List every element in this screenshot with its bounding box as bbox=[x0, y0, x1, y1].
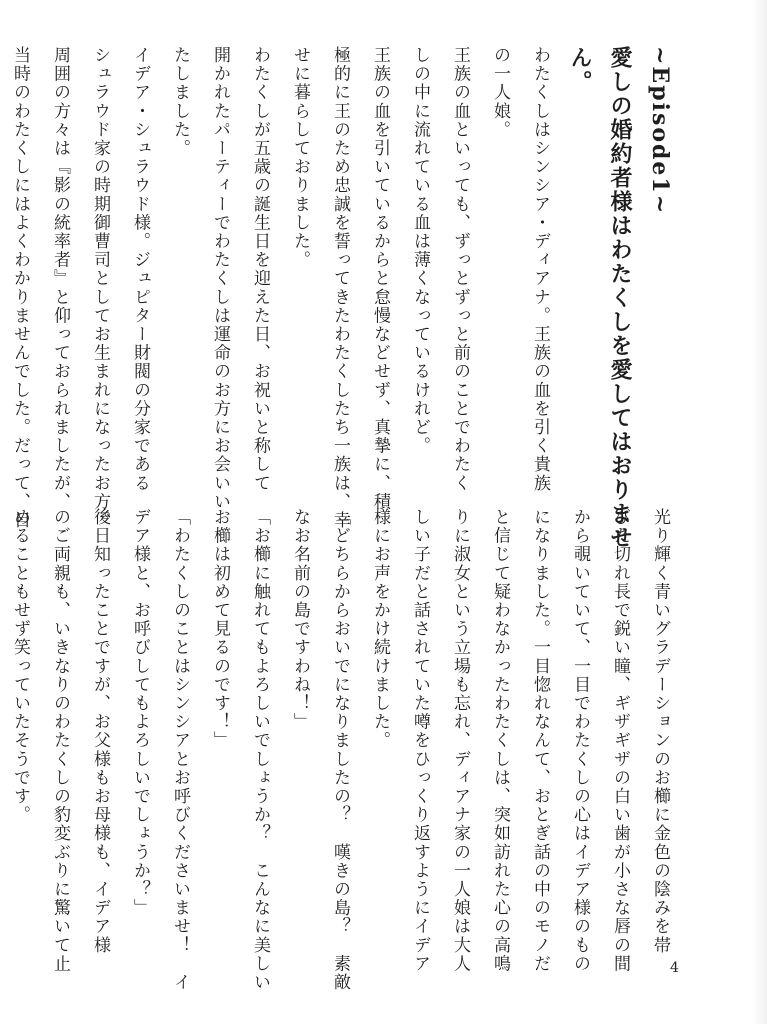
top-text-block bbox=[10, 46, 680, 550]
text-line: しい子だと話されていた噂をひっくり返すようにイデア bbox=[410, 508, 430, 973]
page-edge-shadow bbox=[751, 0, 767, 1024]
dialogue-line: 「お櫛に触れてもよろしいでしょうか？ こんなに美しい bbox=[250, 508, 270, 992]
text-line: のご両親も、いきなりのわたくしの豹変ぶりに驚いて止 bbox=[50, 508, 70, 973]
text-line: びた切れ長で鋭い瞳、ギザギザの白い歯が小さな唇の間 bbox=[610, 508, 630, 973]
text-line: しの中に流れている血は薄くなっているけれど。 bbox=[410, 46, 430, 456]
text-line: と信じて疑わなかったわたくしは、突如訪れた心の高鳴 bbox=[490, 508, 510, 973]
text-line: たしました。 bbox=[170, 46, 190, 158]
bottom-text-block bbox=[10, 508, 680, 992]
dialogue-line: 「どちらからおいでになりましたの？ 嘆きの島？ 素敵 bbox=[330, 508, 350, 992]
text-line: 周囲の方々は『影の統率者』と仰っておられましたが、 bbox=[50, 46, 70, 511]
text-line: イデア・シュラウド様。ジュピター財閥の分家である bbox=[130, 46, 150, 493]
text-line: 当時のわたくしにはよくわかりませんでした。だって、目 bbox=[10, 46, 30, 530]
text-line: 様にお声をかけ続けました。 bbox=[370, 508, 390, 750]
dialogue-line: デア様と、お呼びしてもよろしいでしょうか？」 bbox=[130, 508, 150, 918]
text-line: 王族の血といっても、ずっとずっと前のことでわたく bbox=[450, 46, 470, 493]
text-line: シュラウド家の時期御曹司としてお生まれになったお方。 bbox=[90, 46, 110, 530]
chapter-title-line-1: 愛しの婚約者様はわたくしを愛してはおりませ bbox=[607, 46, 633, 550]
text-line: の一人娘。 bbox=[490, 46, 510, 139]
text-line: から覗いていて、一目でわたくしの心はイデア様のもの bbox=[570, 508, 590, 973]
text-line: せに暮らしておりました。 bbox=[290, 46, 310, 270]
text-line: りに淑女という立場も忘れ、ディアナ家の一人娘は大人 bbox=[450, 508, 470, 973]
text-line: 極的に王のため忠誠を誓ってきたわたくしたち一族は、幸 bbox=[330, 46, 350, 530]
text-line: になりました。一目惚れなんて、おとぎ話の中のモノだ bbox=[530, 508, 550, 973]
dialogue-line: なお名前の島ですわね！」 bbox=[290, 508, 310, 732]
text-line: めることもせず笑っていたそうです。 bbox=[10, 508, 30, 825]
dialogue-line: お櫛は初めて見るのです！」 bbox=[210, 508, 230, 750]
text-line: わたくしはシンシア・ディアナ。王族の血を引く貴族 bbox=[530, 46, 550, 493]
chapter-title-line-2: ん。 bbox=[567, 46, 593, 94]
page-number: 4 bbox=[670, 960, 679, 976]
text-line: 王族の血を引いているからと怠慢などせず、真摯に、積 bbox=[370, 46, 390, 511]
dialogue-line: 「わたくしのことはシンシアとお呼びくださいませ！ イ bbox=[170, 508, 190, 992]
text-line: 後日知ったことですが、お父様もお母様も、イデア様 bbox=[90, 508, 110, 955]
text-line: わたくしが五歳の誕生日を迎えた日、お祝いと称して bbox=[250, 46, 270, 493]
text-line: 開かれたパーティーでわたくしは運命のお方にお会いい bbox=[210, 46, 230, 511]
episode-title: ~Episode1~ bbox=[647, 46, 673, 216]
text-line: 光り輝く青いグラデーションのお櫛に金色の陰みを帯 bbox=[650, 508, 670, 955]
